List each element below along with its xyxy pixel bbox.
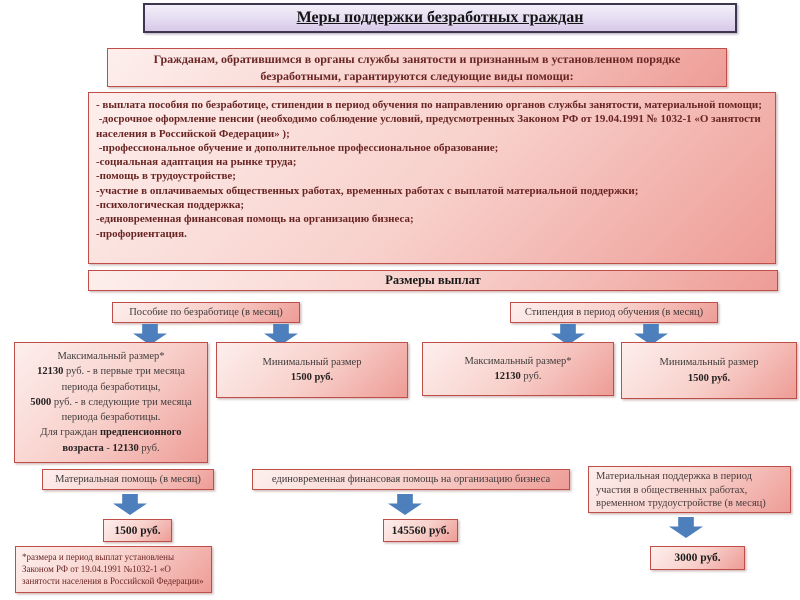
max-line: 5000 руб. - в следующие три месяца: [30, 396, 192, 408]
unemployment-min-box: [216, 342, 408, 398]
max-amount: 12130 руб.: [494, 371, 542, 382]
down-arrow-icon: [388, 494, 422, 515]
stipend-max-box: [422, 342, 614, 396]
max-line: Для граждан предпенсионного: [40, 427, 182, 439]
work-support-box: [588, 466, 791, 513]
max-line: периода безработицы.: [61, 412, 161, 424]
list-item: -социальная адаптация на рынке труда;: [96, 156, 297, 169]
list-item: -профориентация.: [96, 227, 187, 240]
business-aid-label: единовременная финансовая помощь на организацию бизнеса: [271, 474, 551, 485]
max-line: 12130 руб. - в первые три месяца: [37, 366, 185, 378]
work-support-amount: 3000 руб.: [674, 552, 721, 564]
business-aid-amount: 145560 руб.: [391, 524, 450, 537]
list-item: -участие в оплачиваемых общественных работах, временных работах с выплатой материальной поддержки;: [96, 184, 639, 197]
list-item: -единовременная финансовая помощь на организацию бизнеса;: [96, 213, 414, 226]
down-arrow-icon: [669, 517, 703, 538]
max-line: возраста - 12130 руб.: [62, 442, 160, 454]
work-support-label: Материальная поддержка в период участия в общественных работах, временном трудоустройстве (в месяц): [596, 471, 766, 510]
unemployment-benefit-header: [112, 302, 300, 323]
payments-header-text: Размеры выплат: [385, 273, 481, 287]
material-aid-header: [42, 469, 214, 490]
list-item: -психологическая поддержка;: [96, 199, 245, 212]
min-amount: 1500 руб.: [687, 372, 731, 384]
payments-header-bar: [88, 270, 778, 291]
work-support-amount-box: [650, 546, 745, 570]
max-title: Максимальный размер*: [464, 355, 572, 367]
material-aid-label: Материальная помощь (в месяц): [55, 474, 201, 485]
max-line: периода безработицы,: [61, 381, 161, 393]
list-item: - выплата пособия по безработице, стипендии в период обучения по направлению органов службы занятости, материальной помощи;: [96, 99, 762, 111]
footnote-box: [15, 546, 212, 593]
min-title: Минимальный размер: [659, 357, 759, 369]
business-aid-header: [252, 469, 570, 490]
material-aid-amount-box: [103, 519, 172, 542]
down-arrow-icon: [113, 494, 147, 515]
material-aid-amount: 1500 руб.: [114, 524, 161, 537]
intro-text: Гражданам, обратившимся в органы службы занятости и признанным в установленном порядке безработными, гарантируются следующие виды помощи:: [153, 52, 681, 83]
page-title: Меры поддержки безработных граждан: [296, 9, 584, 26]
title-box: [143, 3, 737, 33]
business-aid-amount-box: [383, 519, 458, 542]
min-title: Минимальный размер: [262, 356, 362, 368]
aid-list-box: [88, 92, 776, 264]
list-item: -профессиональное обучение и дополнительное профессиональное образование;: [96, 141, 499, 154]
list-item: -досрочное оформление пенсии (необходимо соблюдение условий, предусмотренных Законом РФ от 19.04.1991 № 1032-1 «О занятости населения в Российской Федерации» );: [96, 113, 764, 140]
footnote-text: *размера и период выплат установлены Законом РФ от 19.04.1991 №1032-1 «О занятости населения в Российской Федерации»: [22, 552, 204, 587]
stipend-header: [510, 302, 718, 323]
max-title: Максимальный размер*: [57, 351, 165, 363]
unemployment-benefit-label: Пособие по безработице (в месяц): [129, 307, 283, 318]
list-item: -помощь в трудоустройстве;: [96, 170, 236, 183]
stipend-min-box: [621, 342, 797, 399]
stipend-label: Стипендия в период обучения (в месяц): [524, 307, 704, 318]
min-amount: 1500 руб.: [290, 372, 334, 383]
unemployment-max-box: [14, 342, 208, 463]
intro-box: [107, 48, 727, 87]
